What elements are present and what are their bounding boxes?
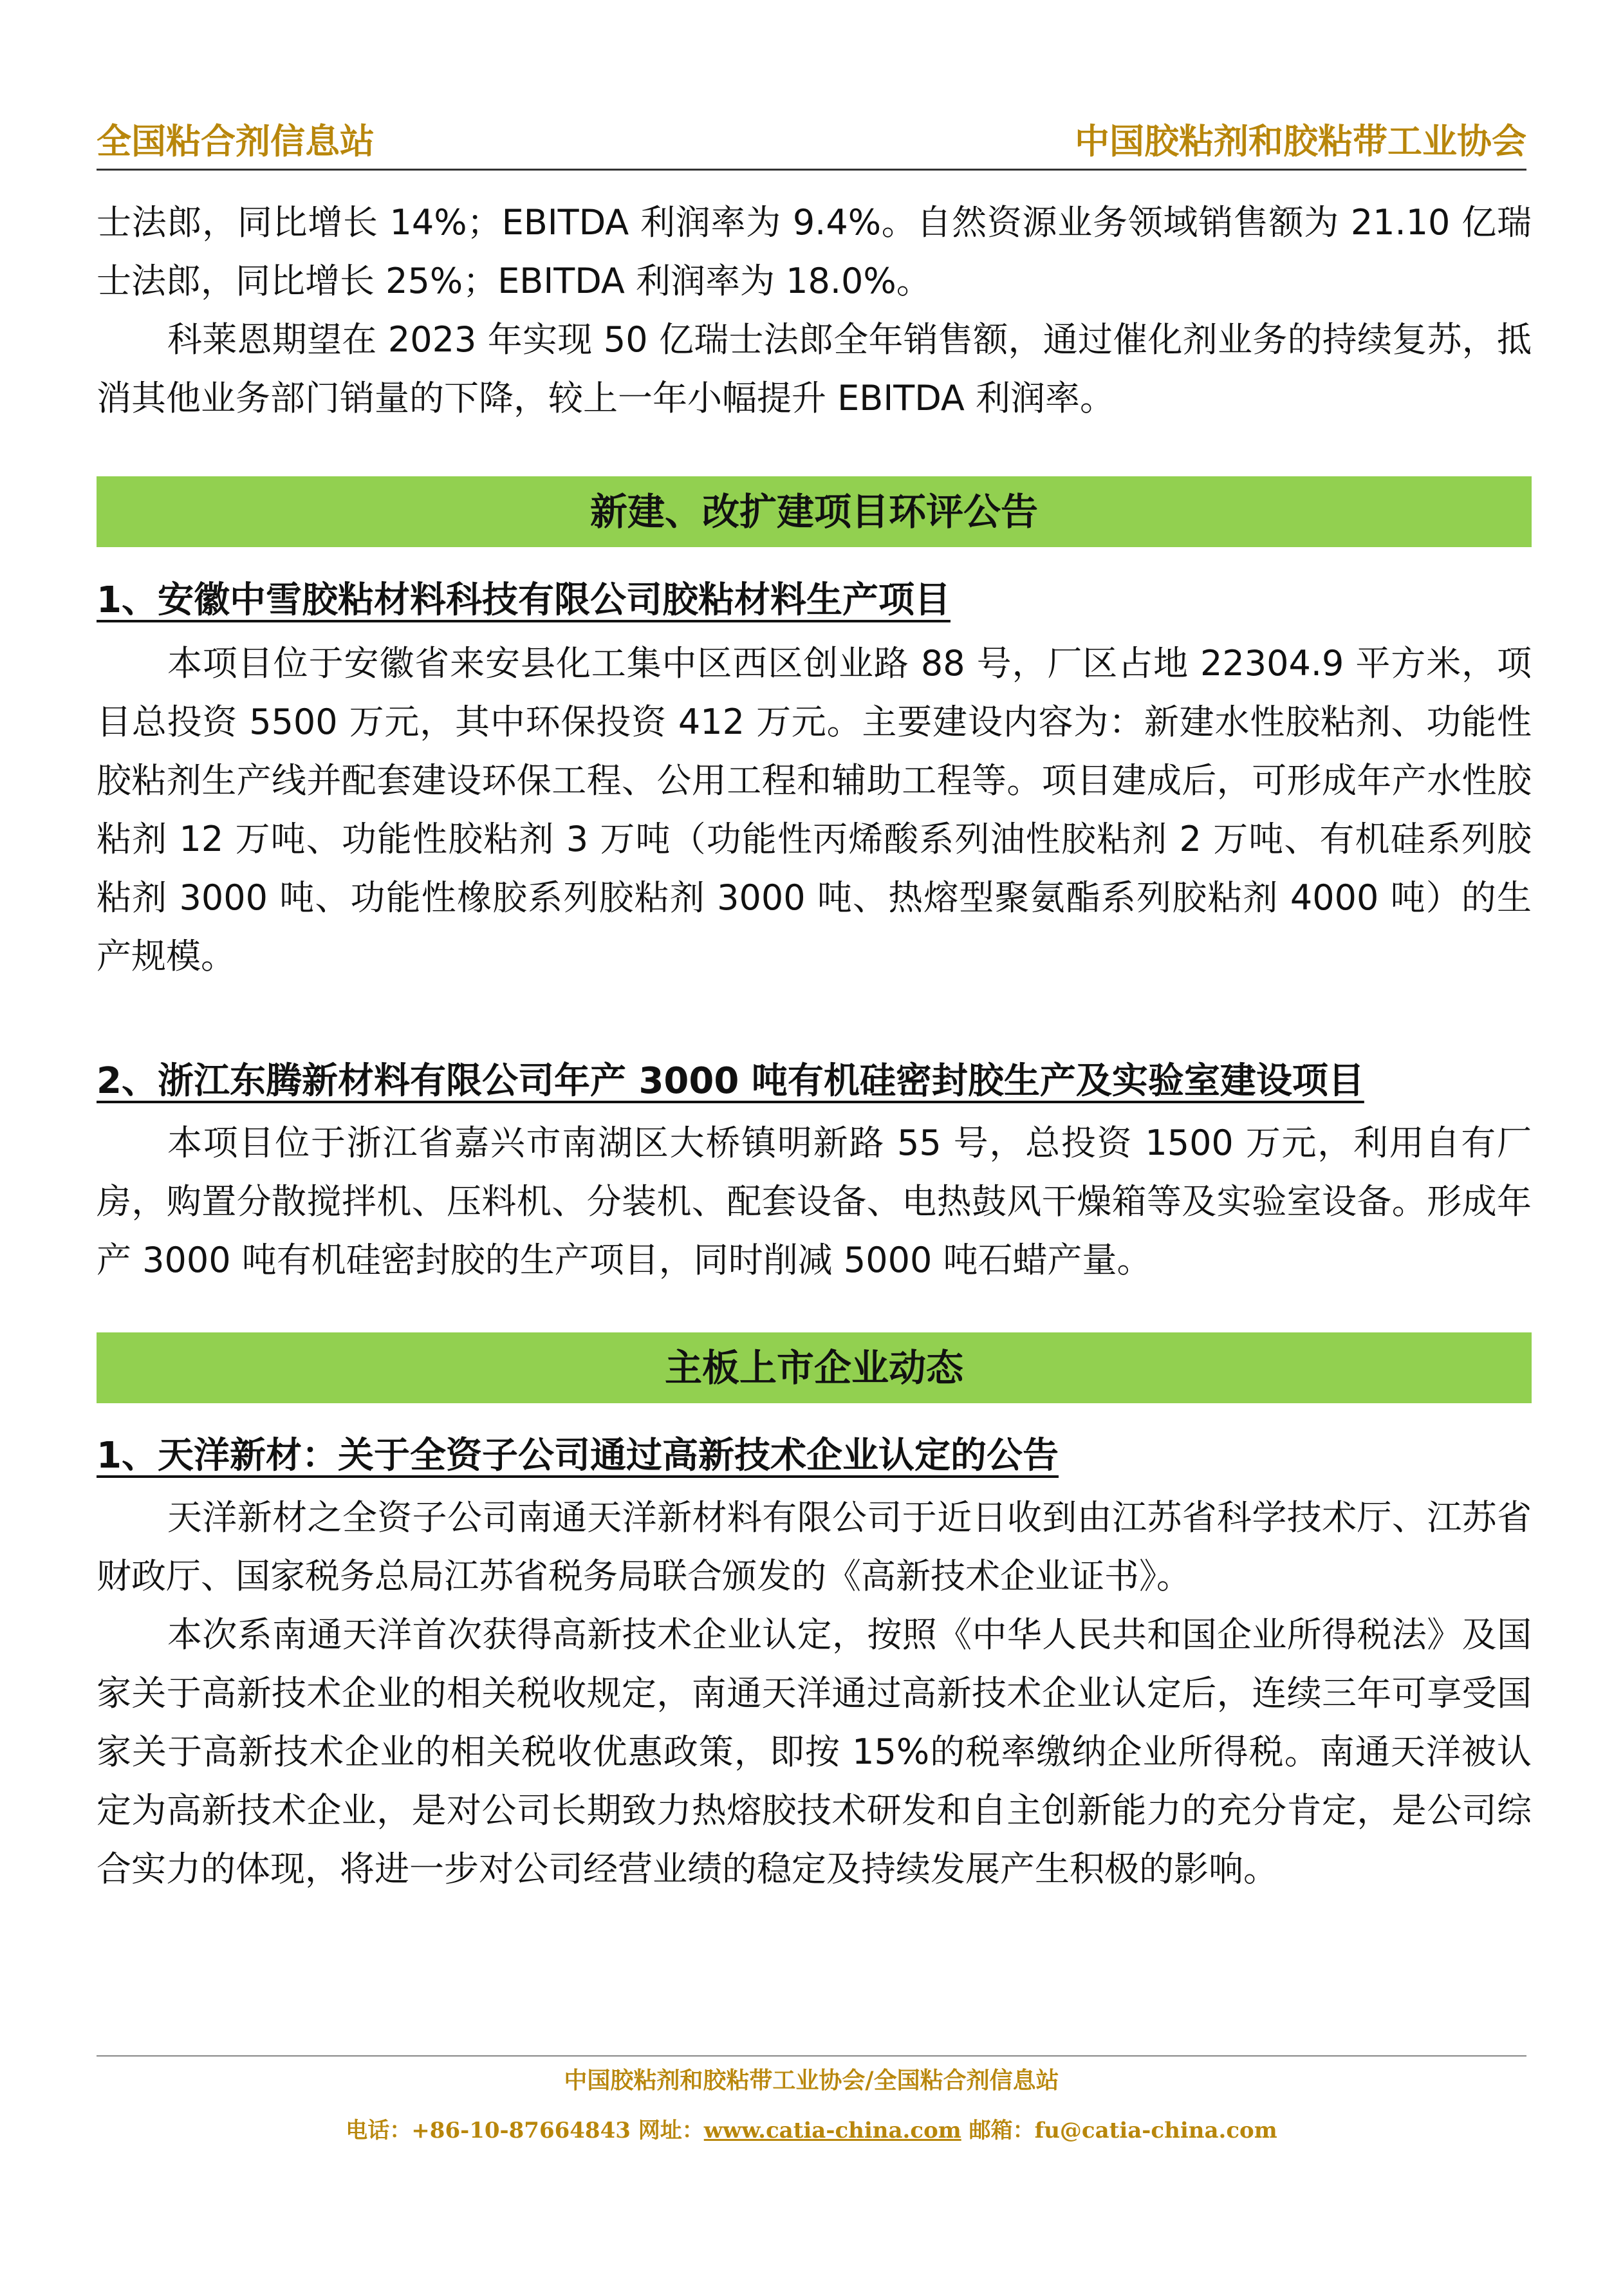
article-heading-zhejiang: [97, 1056, 1532, 1107]
section-band-eia: 新建、改扩建项目环评公告: [97, 476, 1532, 547]
article-body-tianyang-1: 天洋新材之全资子公司南通天洋新材料有限公司于近日收到由江苏省科学技术厅、江苏省财政厅、国家税务总局江苏省税务局联合颁发的《高新技术企业证书》。: [97, 1497, 1532, 1596]
article-heading-anhui-text: 1、安徽中雪胶粘材料科技有限公司胶粘材料生产项目: [97, 579, 951, 621]
article-body-tianyang-2: 本次系南通天洋首次获得高新技术企业认定，按照《中华人民共和国企业所得税法》及国家关于高新技术企业的相关税收规定，南通天洋通过高新技术企业认定后，连续三年可享受国家关于高新技术企业的相关税收优惠政策，即按 15%的税率缴纳企业所得税。南通天洋被认定为高新技术企业，是对公司长期致力热熔胶技术研发和自主创新能力的充分肯定，是公司综合实力的体现，将进一步对公司经营业绩的稳定及持续发展产生积极的影响。: [97, 1614, 1532, 1889]
footer-divider: [97, 2055, 1526, 2057]
intro-paragraph-2: 科莱恩期望在 2023 年实现 50 亿瑞士法郎全年销售额，通过催化剂业务的持续复苏，抵消其他业务部门销量的下降，较上一年小幅提升 EBITDA 利润率。: [97, 319, 1532, 418]
footer-website-link[interactable]: www.catia-china.com: [703, 2118, 961, 2143]
article-heading-tianyang: [97, 1430, 1532, 1482]
footer-org-line: 中国胶粘剂和胶粘带工业协会/全国粘合剂信息站: [564, 2067, 1059, 2094]
header-left-title: 全国粘合剂信息站: [97, 121, 375, 162]
footer-phone: 电话：+86-10-87664843 网址：: [346, 2118, 704, 2143]
header-divider: [97, 169, 1526, 171]
article-heading-zhejiang-text: 2、浙江东腾新材料有限公司年产 3000 吨有机硅密封胶生产及实验室建设项目: [97, 1060, 1364, 1102]
article-body-zhejiang: 本项目位于浙江省嘉兴市南湖区大桥镇明新路 55 号，总投资 1500 万元，利用自有厂房，购置分散搅拌机、压料机、分装机、配套设备、电热鼓风干燥箱等及实验室设备。形成年产 3000 吨有机硅密封胶的生产项目，同时削减 5000 吨石蜡产量。: [97, 1123, 1532, 1280]
footer-email: 邮箱：fu@catia-china.com: [961, 2118, 1277, 2143]
footer-contact-line: [97, 2110, 1526, 2151]
section-band-listed: 主板上市企业动态: [97, 1332, 1532, 1403]
intro-paragraph-1: 士法郎，同比增长 14%；EBITDA 利润率为 9.4%。自然资源业务领域销售额为 21.10 亿瑞士法郎，同比增长 25%；EBITDA 利润率为 18.0%。: [97, 202, 1532, 301]
page-header: [97, 116, 1526, 167]
article-heading-anhui: [97, 575, 1532, 626]
article-body-anhui: 本项目位于安徽省来安县化工集中区西区创业路 88 号，厂区占地 22304.9 平方米，项目总投资 5500 万元，其中环保投资 412 万元。主要建设内容为：新建水性胶粘剂、功能性胶粘剂生产线并配套建设环保工程、公用工程和辅助工程等。项目建成后，可形成年产水性胶粘剂 12 万吨、功能性胶粘剂 3 万吨（功能性丙烯酸系列油性胶粘剂 2 万吨、有机硅系列胶粘剂 3000 吨、功能性橡胶系列胶粘剂 3000 吨、热熔型聚氨酯系列胶粘剂 4000 吨）的生产规模。: [97, 643, 1532, 976]
article-heading-tianyang-text: 1、天洋新材：关于全资子公司通过高新技术企业认定的公告: [97, 1435, 1059, 1477]
header-right-title: 中国胶粘剂和胶粘带工业协会: [1075, 121, 1526, 162]
